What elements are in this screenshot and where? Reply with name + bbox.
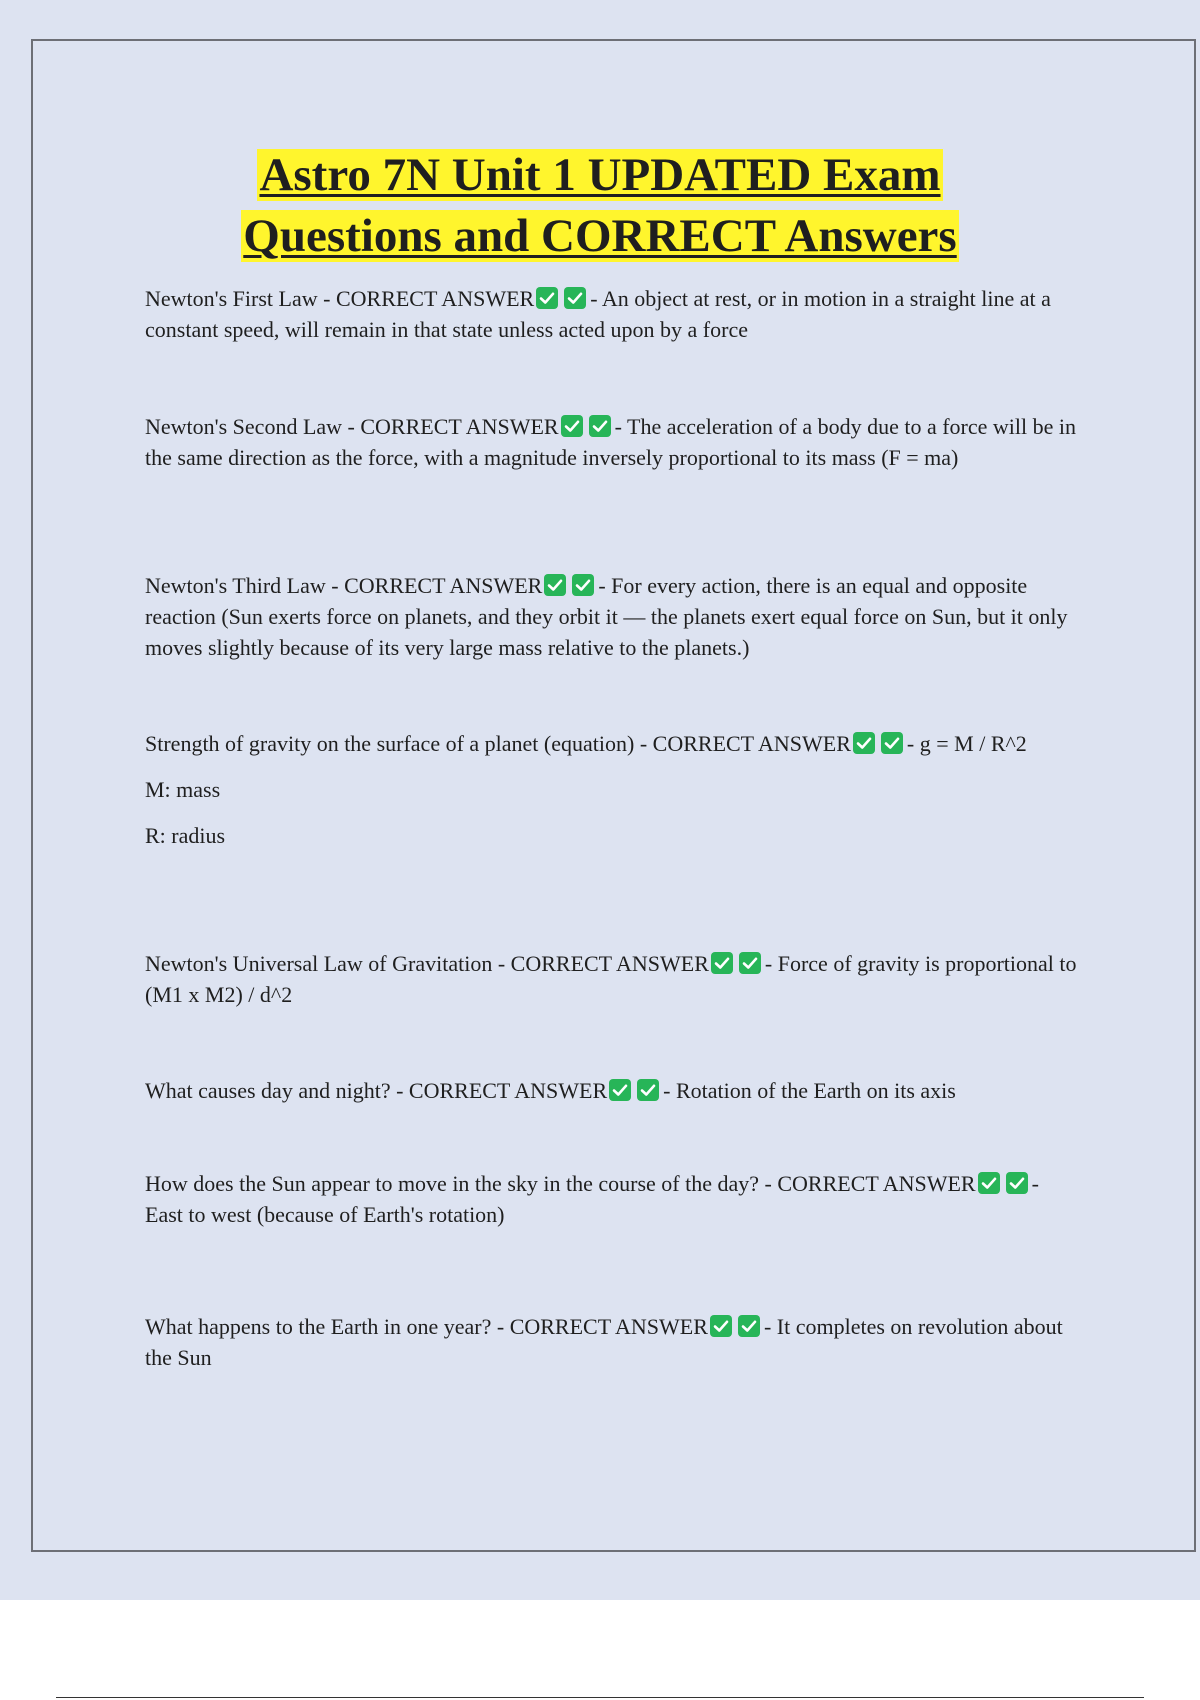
answer-text: - An object at rest, or in motion in a straight line at a constant speed, will remain in that state unless acted upon by a force [145, 286, 1051, 342]
qa-item [145, 283, 1080, 345]
question-text: How does the Sun appear to move in the sky in the course of the day? - [145, 1171, 778, 1196]
qa-text [145, 1311, 1080, 1373]
answer-text: - The acceleration of a body due to a force will be in the same direction as the force, with a magnitude inversely proportional to its mass (F = ma) [145, 414, 1077, 470]
green-checkmark-icon [1006, 1172, 1028, 1194]
answer-text: - East to west (because of Earth's rotation) [145, 1171, 1039, 1227]
qa-item [145, 411, 1080, 473]
qa-item [145, 728, 1080, 851]
answer-marker: CORRECT ANSWER [408, 1078, 608, 1103]
qa-item [145, 1075, 1080, 1106]
qa-item [145, 1311, 1080, 1373]
qa-text [145, 411, 1080, 473]
answer-marker: CORRECT ANSWER [510, 951, 709, 976]
document-title [0, 145, 1200, 267]
question-text: Newton's First Law - [145, 286, 336, 311]
question-text: Newton's Universal Law of Gravitation - [145, 951, 511, 976]
qa-text [145, 283, 1080, 345]
green-checkmark-icon [544, 574, 566, 596]
question-text: Newton's Second Law - [145, 414, 361, 439]
qa-text [145, 570, 1080, 663]
green-checkmark-icon [572, 574, 594, 596]
answer-marker: CORRECT ANSWER [509, 1314, 708, 1339]
green-checkmark-icon [738, 1315, 760, 1337]
answer-text: - It completes on revolution about the Sun [145, 1314, 1063, 1370]
answer-text: - For every action, there is an equal and opposite reaction (Sun exerts force on planets, and they orbit it — the planets exert equal force on Sun, but it only moves slightly because of its very large mass relative to the planets.) [145, 573, 1068, 660]
answer-marker: CORRECT ANSWER [344, 573, 543, 598]
green-checkmark-icon [609, 1079, 631, 1101]
answer-note: R: radius [145, 823, 226, 848]
question-text: What causes day and night? - [145, 1078, 409, 1103]
bottom-divider [56, 1697, 1144, 1698]
green-checkmark-icon [739, 952, 761, 974]
answer-text: - Rotation of the Earth on its axis [663, 1078, 956, 1103]
answer-marker: CORRECT ANSWER [360, 414, 559, 439]
green-checkmark-icon [589, 415, 611, 437]
question-text: Strength of gravity on the surface of a planet (equation) - [145, 731, 653, 756]
green-checkmark-icon [711, 952, 733, 974]
answer-note: M: mass [145, 777, 221, 802]
qa-text [145, 728, 1080, 759]
green-checkmark-icon [978, 1172, 1000, 1194]
title-line-1: Astro 7N Unit 1 UPDATED Exam [259, 149, 941, 201]
question-text: Newton's Third Law - [145, 573, 345, 598]
qa-item [145, 570, 1080, 663]
title-line-2: Questions and CORRECT Answers [243, 210, 957, 262]
qa-item [145, 1168, 1080, 1230]
answer-text: - g = M / R^2 [906, 731, 1027, 756]
green-checkmark-icon [710, 1315, 732, 1337]
green-checkmark-icon [536, 287, 558, 309]
qa-text [145, 1075, 1080, 1106]
qa-item [145, 948, 1080, 1010]
green-checkmark-icon [637, 1079, 659, 1101]
green-checkmark-icon [564, 287, 586, 309]
question-text: What happens to the Earth in one year? - [145, 1314, 510, 1339]
green-checkmark-icon [881, 732, 903, 754]
answer-marker: CORRECT ANSWER [777, 1171, 976, 1196]
green-checkmark-icon [561, 415, 583, 437]
green-checkmark-icon [853, 732, 875, 754]
qa-text [145, 948, 1080, 1010]
answer-marker: CORRECT ANSWER [335, 286, 535, 311]
answer-marker: CORRECT ANSWER [652, 731, 851, 756]
answer-text: - Force of gravity is proportional to (M1 x M2) / d^2 [145, 951, 1077, 1007]
qa-text [145, 1168, 1080, 1230]
